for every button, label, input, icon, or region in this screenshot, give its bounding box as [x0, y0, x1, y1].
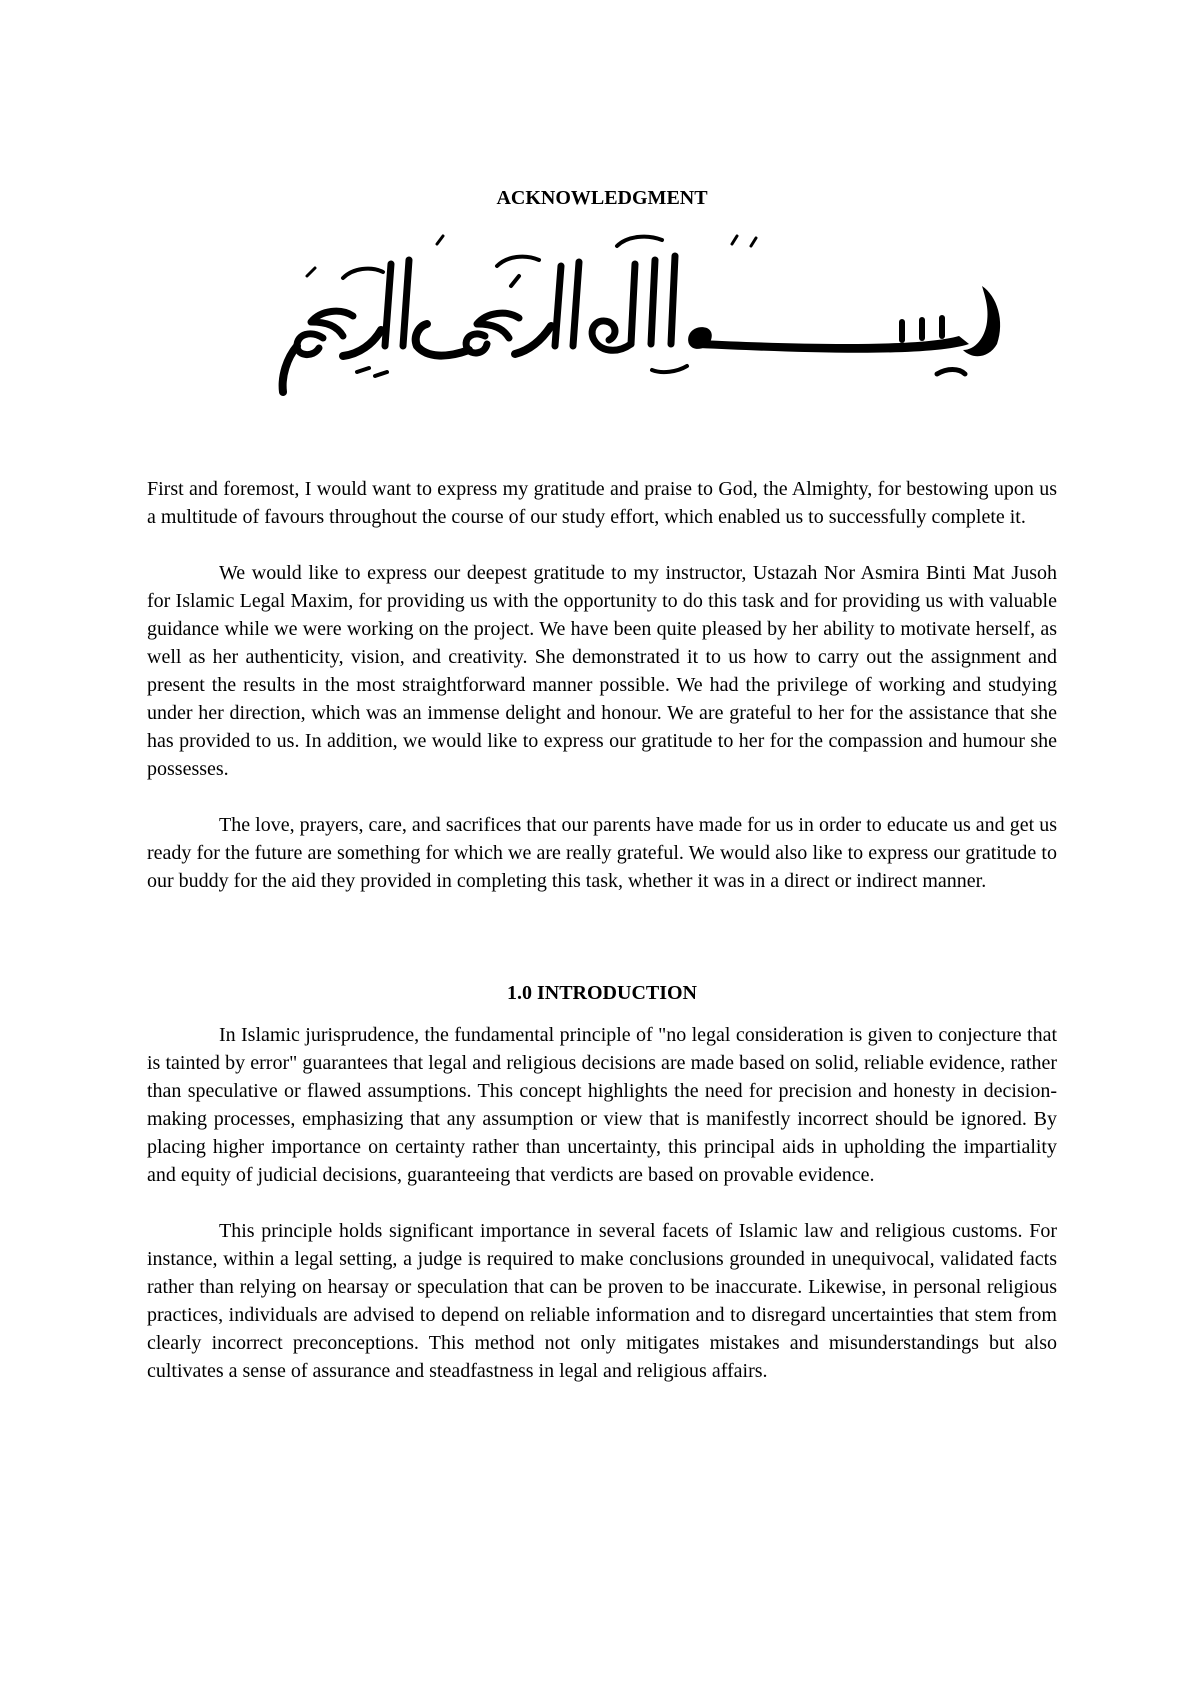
document-content: [147, 184, 1057, 1413]
acknowledgment-paragraph: First and foremost, I would want to express my gratitude and praise to God, the Almighty, for bestowing upon us a multitude of favours throughout the course of our study effort, which enabled us to successfully complete it.: [147, 478, 1057, 528]
acknowledgment-paragraph: The love, prayers, care, and sacrifices that our parents have made for us in order to educate us and get us ready for the future are something for which we are really grateful. We would also like to express our gratitude to our buddy for the aid they provided in completing this task, whether it was in a direct or indirect manner.: [147, 814, 1057, 892]
acknowledgment-heading: ACKNOWLEDGMENT: [496, 187, 708, 209]
basmalah-calligraphy: [147, 226, 1057, 401]
acknowledgment-paragraph: We would like to express our deepest gratitude to my instructor, Ustazah Nor Asmira Binti Mat Jusoh for Islamic Legal Maxim, for providing us with the opportunity to do this task and for providing us with valuable guidance while we were working on the project. We have been quite pleased by her ability to motivate herself, as well as her authenticity, vision, and creativity. She demonstrated it to us how to carry out the assignment and present the results in the most straightforward manner possible. We had the privilege of working and studying under her direction, which was an immense delight and honour. We are grateful to her for the assistance that she has provided to us. In addition, we would like to express our gratitude to her for the compassion and humour she possesses.: [147, 562, 1057, 780]
introduction-paragraph: In Islamic jurisprudence, the fundamental principle of "no legal consideration is given to conjecture that is tainted by error" guarantees that legal and religious decisions are made based on solid, reliable evidence, rather than speculative or flawed assumptions. This concept highlights the need for precision and honesty in decision-making processes, emphasizing that any assumption or view that is manifestly incorrect should be ignored. By placing higher importance on certainty rather than uncertainty, this principal aids in upholding the impartiality and equity of judicial decisions, guaranteeing that verdicts are based on provable evidence.: [147, 1024, 1057, 1186]
introduction-heading: 1.0 INTRODUCTION: [506, 982, 698, 1004]
introduction-paragraph: This principle holds significant importance in several facets of Islamic law and religious customs. For instance, within a legal setting, a judge is required to make conclusions grounded in unequivocal, validated facts rather than relying on hearsay or speculation that can be proven to be inaccurate. Likewise, in personal religious practices, individuals are advised to depend on reliable information and to disregard uncertainties that stem from clearly incorrect preconceptions. This method not only mitigates mistakes and misunderstandings but also cultivates a sense of assurance and steadfastness in legal and religious affairs.: [147, 1220, 1057, 1382]
